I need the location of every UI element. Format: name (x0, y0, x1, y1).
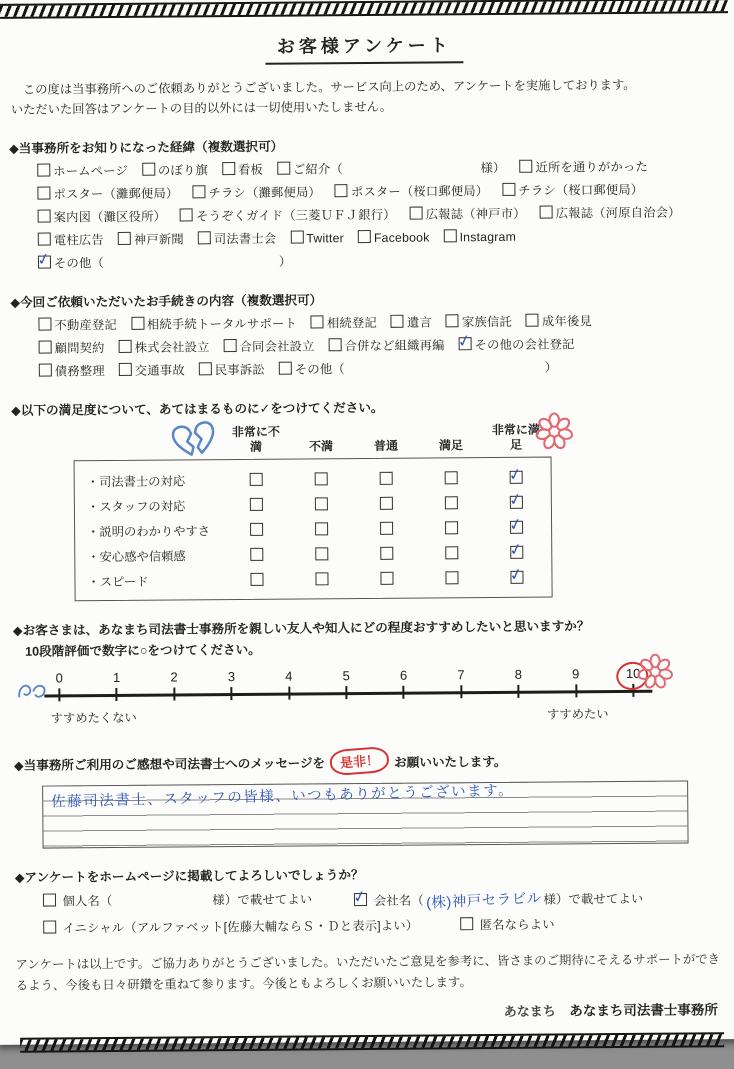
checkbox-label: チラシ（桜口郵便局） (518, 183, 644, 199)
satisfaction-header (73, 423, 551, 461)
checkbox-option[interactable] (519, 157, 648, 176)
broken-heart-icon (169, 420, 219, 462)
q2-row-1 (38, 311, 724, 334)
col-header-very-satisfied: 非常に満足 (491, 422, 540, 453)
checkbox-icon[interactable] (38, 210, 51, 223)
scale-tick-1[interactable]: 1 (108, 669, 126, 701)
q2-row-3 (39, 357, 725, 380)
checkbox-icon[interactable] (250, 573, 263, 586)
rating-cell[interactable] (225, 573, 290, 587)
checkbox-label: 家族信託 (461, 315, 512, 330)
checkbox-label: 広報誌（神戸市） (425, 207, 526, 222)
checkbox-option[interactable] (43, 890, 313, 913)
checkbox-option[interactable] (358, 230, 430, 246)
scale-tick-3[interactable]: 3 (222, 668, 240, 700)
checkbox-option[interactable] (192, 183, 321, 202)
checkbox-checked-icon[interactable] (38, 256, 51, 269)
rating-cell[interactable] (290, 572, 355, 586)
row-label: ・スタッフの対応 (86, 499, 186, 515)
checkbox-option[interactable] (39, 338, 105, 357)
table-row (75, 490, 551, 519)
scale-labels (50, 704, 642, 727)
checkbox-option[interactable] (199, 360, 265, 379)
checkbox-option[interactable] (329, 336, 445, 355)
checkbox-label: 株式会社設立 (134, 340, 210, 356)
rating-cell[interactable] (420, 546, 485, 560)
checkbox-option[interactable] (279, 358, 558, 378)
checkbox-label: 顧問契約 (54, 341, 105, 356)
checkbox-option[interactable] (335, 181, 489, 200)
checkbox-icon[interactable] (315, 523, 328, 536)
q1-row-2 (37, 180, 723, 203)
table-row (75, 515, 551, 544)
checkbox-label: Twitter (306, 231, 344, 246)
col-header-satisfied: 満足 (438, 438, 463, 453)
checkbox-icon[interactable] (39, 364, 52, 377)
row-label: ・説明のわかりやすさ (87, 524, 211, 540)
checkbox-label: Facebook (373, 230, 430, 246)
checkbox-icon[interactable] (380, 572, 393, 585)
checkbox-icon[interactable] (444, 497, 457, 510)
checkbox-option[interactable] (142, 161, 208, 180)
checkbox-label: その他（ ） (294, 360, 558, 377)
checkbox-icon[interactable] (119, 363, 132, 376)
rating-cell[interactable] (355, 472, 420, 486)
checkbox-option[interactable] (354, 887, 643, 910)
checkbox-checked-icon[interactable] (509, 471, 522, 484)
checkbox-label: イニシャル（アルファベット[佐藤大輔ならＳ・Ｄと表示]よい） (62, 918, 419, 936)
checkbox-label: 匿名ならよい (479, 917, 555, 933)
checkbox-icon[interactable] (460, 918, 473, 931)
checkbox-icon[interactable] (443, 230, 456, 243)
checkbox-icon[interactable] (199, 363, 212, 376)
checkbox-icon[interactable] (249, 498, 262, 511)
checkbox-icon[interactable] (335, 184, 348, 197)
rating-cell[interactable] (225, 473, 290, 487)
checkbox-icon[interactable] (118, 232, 131, 245)
col-header-neutral: 普通 (373, 439, 398, 454)
checkbox-label: ご紹介（ 様） (292, 161, 506, 177)
checkbox-icon[interactable] (249, 473, 262, 486)
rating-cell[interactable] (420, 521, 485, 535)
q6-heading: ◆アンケートをホームページに掲載してよろしいでしょうか？ (14, 868, 364, 886)
checkbox-icon[interactable] (314, 473, 327, 486)
satisfaction-box (74, 457, 553, 602)
q5-heading-post: お願いいたします。 (394, 754, 507, 770)
rating-cell[interactable] (225, 523, 290, 537)
scale-tick-9[interactable]: 9 (567, 666, 585, 698)
flower-icon (637, 654, 673, 690)
checkbox-option[interactable] (37, 161, 128, 180)
checkbox-label: そうぞくガイド（三菱ＵＦＪ銀行） (196, 208, 396, 224)
office-name: あなまち司法書士事務所 (569, 1002, 718, 1019)
checkbox-label: 相続手続トータルサポート (146, 316, 298, 333)
checkbox-icon[interactable] (180, 209, 193, 222)
checkbox-label: 案内図（灘区役所） (53, 209, 167, 225)
col-header-dissatisfied: 不満 (308, 439, 333, 454)
rating-cell[interactable] (355, 497, 420, 511)
closing-text: アンケートは以上です。ご協力ありがとうございました。いただいたご意見を参考に、皆さまのご期待にそえるサポートができるよう、今後も日々研鑽を重ねて参ります。今後ともよろしくお願いいたします。 (15, 952, 721, 993)
checkbox-option[interactable] (38, 230, 104, 249)
q3-heading: ◆以下の満足度について、あてはまるものに✓をつけてください。 (11, 401, 384, 419)
row-label: ・司法書士の対応 (86, 474, 186, 490)
checkbox-label: 不動産登記 (54, 318, 118, 333)
scale-label-left: すすめたくない (50, 711, 137, 726)
checkbox-icon[interactable] (39, 341, 52, 354)
checkbox-icon[interactable] (43, 894, 56, 907)
checkbox-label: 相続登記 (326, 316, 377, 331)
checkbox-label: 成年後見 (541, 314, 592, 329)
scale-tick-8[interactable]: 8 (509, 666, 527, 698)
message-box[interactable] (42, 781, 688, 849)
q6-row-1 (43, 887, 729, 913)
checkbox-icon[interactable] (311, 316, 324, 329)
rating-cell[interactable] (420, 471, 485, 485)
checkbox-label: 司法書士会 (213, 232, 277, 247)
rating-cell[interactable] (485, 546, 550, 560)
table-row (75, 465, 551, 494)
checkbox-icon[interactable] (290, 231, 303, 244)
rating-cell[interactable] (355, 547, 420, 561)
checkbox-icon[interactable] (329, 339, 342, 352)
table-row (75, 540, 551, 569)
handwritten-company-name: (株)神戸セラビル (425, 890, 542, 912)
checkbox-label: のぼり旗 (157, 163, 209, 178)
q1-heading: ◆当事務所をお知りになった経緯（複数選択可） (9, 139, 284, 157)
checkbox-icon[interactable] (37, 164, 50, 177)
checkbox-icon[interactable] (380, 522, 393, 535)
checkbox-option[interactable] (119, 361, 185, 380)
checkbox-icon[interactable] (379, 497, 392, 510)
checkbox-option[interactable] (37, 184, 178, 203)
scale-ticks (50, 665, 642, 702)
title-wrap (6, 29, 722, 67)
checkbox-label: 合同会社設立 (239, 339, 315, 355)
checkbox-option[interactable] (38, 315, 117, 334)
col-header-very-dissatisfied: 非常に不満 (231, 425, 280, 455)
blue-scribble-icon (16, 676, 48, 706)
checkbox-option[interactable] (443, 229, 516, 245)
rating-cell[interactable] (485, 496, 550, 510)
q6-row-2 (43, 914, 729, 937)
decorative-border-top (0, 0, 728, 19)
checkbox-option[interactable] (277, 158, 506, 178)
checkbox-icon[interactable] (519, 160, 532, 173)
q1-row-3 (38, 203, 724, 226)
checkbox-icon[interactable] (379, 472, 392, 485)
checkbox-label: 債務整理 (54, 364, 105, 379)
checkbox-icon[interactable] (43, 921, 56, 934)
q5-heading-pre: ◆当事務所ご利用のご感想や司法書士へのメッセージを (13, 756, 326, 773)
checkbox-option[interactable] (119, 338, 210, 357)
rating-cell[interactable] (290, 472, 355, 486)
q1-row-5 (38, 249, 724, 272)
checkbox-icon[interactable] (445, 547, 458, 560)
checkbox-option[interactable] (540, 203, 681, 222)
scale-tick-4[interactable]: 4 (280, 668, 298, 700)
checkbox-option[interactable] (38, 207, 167, 226)
row-label: ・スピード (87, 574, 149, 590)
checkbox-label: チラシ（灘郵便局） (208, 185, 321, 201)
rating-cell[interactable] (485, 471, 550, 485)
checkbox-option[interactable] (180, 205, 396, 225)
checkbox-option[interactable] (502, 180, 643, 199)
page-title: お客様アンケート (265, 31, 464, 65)
checkbox-option[interactable] (222, 160, 263, 178)
scale-tick-7[interactable]: 7 (452, 667, 470, 699)
checkbox-label: 電柱広告 (53, 233, 104, 248)
rating-scale (50, 665, 642, 727)
rating-cell[interactable] (225, 498, 290, 512)
rating-cell[interactable] (290, 547, 355, 561)
intro-line-2: いただいた回答はアンケートの目的以外には一切使用いたしません。 (10, 99, 393, 117)
checkbox-icon[interactable] (222, 162, 235, 175)
checkbox-checked-icon[interactable] (459, 338, 472, 351)
checkbox-icon[interactable] (279, 362, 292, 375)
scale-tick-2[interactable]: 2 (165, 669, 183, 701)
checkbox-icon[interactable] (119, 340, 132, 353)
checkbox-option[interactable] (459, 335, 575, 354)
checkbox-label: 合併など組織再編 (344, 338, 445, 354)
checkbox-icon[interactable] (526, 314, 539, 327)
checkbox-icon[interactable] (446, 315, 459, 328)
checkbox-label: 近所を通りがかった (535, 160, 648, 176)
checkbox-icon[interactable] (315, 548, 328, 561)
q1-row-1 (37, 157, 723, 180)
checkbox-option[interactable] (290, 231, 344, 246)
checkbox-label: Instagram (459, 230, 517, 245)
checkbox-checked-icon[interactable] (510, 521, 523, 534)
checkbox-option[interactable] (410, 204, 526, 223)
checkbox-icon[interactable] (358, 230, 371, 243)
checkbox-label: 様）で載せてよい (543, 892, 644, 907)
checkbox-label: 会社名（ (373, 893, 424, 909)
checkbox-checked-icon[interactable] (509, 496, 522, 509)
rating-cell[interactable] (290, 522, 355, 536)
handwritten-message: 佐藤司法書士、スタッフの皆様、いつもありがとうございます。 (51, 783, 515, 811)
q2-heading: ◆今回ご依頼いただいたお手続きの内容（複数選択可） (10, 293, 323, 311)
checkbox-icon[interactable] (277, 162, 290, 175)
signature (26, 999, 718, 1024)
q2-row-2 (39, 334, 725, 357)
q4-heading-line1: ◆お客さまは、あなまち司法書士事務所を親しい友人や知人にどの程度おすすめしたいと思いますか？ (12, 619, 590, 639)
checkbox-option[interactable] (446, 312, 512, 331)
checkbox-label: その他（ ） (53, 254, 292, 271)
checkbox-icon[interactable] (444, 472, 457, 485)
scale-tick-5[interactable]: 5 (337, 667, 355, 699)
scale-tick-0[interactable]: 0 (50, 670, 68, 702)
checkbox-option[interactable] (38, 252, 292, 272)
rating-cell[interactable] (485, 521, 550, 535)
checkbox-icon[interactable] (142, 163, 155, 176)
checkbox-label: ポスター（灘郵便局） (53, 186, 179, 202)
scale-label-right: すすめたい (546, 707, 609, 722)
checkbox-label: その他の会社登記 (474, 337, 575, 353)
checkbox-option[interactable] (460, 915, 555, 934)
q5-heading (14, 746, 726, 778)
q1-row-4 (38, 226, 724, 249)
rating-cell[interactable] (290, 497, 355, 511)
checkbox-option[interactable] (118, 230, 184, 249)
checkbox-icon[interactable] (391, 315, 404, 328)
rating-cell[interactable] (420, 496, 485, 510)
checkbox-option[interactable] (526, 312, 592, 331)
intro-line-1: この度は当事務所へのご依頼ありがとうございました。サービス向上のため、アンケートを実施しております。 (10, 77, 636, 97)
checkbox-checked-icon[interactable] (354, 893, 367, 906)
checkbox-icon[interactable] (410, 207, 423, 220)
checkbox-icon[interactable] (315, 573, 328, 586)
checkbox-label: 広報誌（河原自治会） (555, 205, 681, 221)
checkbox-label: 個人名（ 様）で載せてよい (62, 892, 313, 909)
checkbox-icon[interactable] (445, 522, 458, 535)
rating-cell[interactable] (225, 548, 290, 562)
checkbox-icon[interactable] (250, 523, 263, 536)
checkbox-checked-icon[interactable] (510, 546, 523, 559)
satisfaction-table (73, 423, 552, 602)
checkbox-label: 交通事故 (134, 363, 185, 379)
checkbox-checked-icon[interactable] (510, 571, 523, 584)
checkbox-icon[interactable] (198, 232, 211, 245)
rating-cell[interactable] (355, 572, 420, 586)
checkbox-icon[interactable] (380, 547, 393, 560)
row-label: ・安心感や信頼感 (87, 549, 186, 565)
zehi-badge: 是非！ (329, 746, 390, 777)
checkbox-icon[interactable] (192, 186, 205, 199)
rating-cell[interactable] (355, 522, 420, 536)
checkbox-icon[interactable] (37, 187, 50, 200)
checkbox-label: 遺言 (406, 315, 432, 331)
checkbox-icon[interactable] (131, 317, 144, 330)
office-logo: あなまち (503, 1003, 556, 1020)
scale-tick-10-selected[interactable]: 10 (624, 665, 642, 697)
checkbox-icon[interactable] (38, 233, 51, 246)
checkbox-option[interactable] (391, 313, 432, 331)
checkbox-label: ホームページ (53, 164, 129, 179)
checkbox-option[interactable] (43, 916, 418, 937)
rating-cell[interactable] (485, 571, 550, 585)
table-row (75, 565, 551, 594)
checkbox-label: 神戸新聞 (133, 232, 184, 248)
intro-text (11, 75, 719, 120)
checkbox-label: 民事訴訟 (214, 363, 265, 378)
checkbox-option[interactable] (224, 337, 315, 356)
checkbox-option[interactable] (131, 314, 297, 333)
checkbox-option[interactable] (198, 229, 277, 248)
checkbox-icon[interactable] (224, 339, 237, 352)
checkbox-option[interactable] (311, 313, 377, 332)
decorative-border-bottom (20, 1033, 724, 1054)
rating-cell[interactable] (420, 571, 485, 585)
checkbox-icon[interactable] (38, 318, 51, 331)
checkbox-option[interactable] (39, 361, 105, 380)
checkbox-icon[interactable] (540, 206, 553, 219)
checkbox-label: 看板 (237, 163, 264, 178)
checkbox-label: ポスター（桜口郵便局） (350, 184, 489, 200)
checkbox-icon[interactable] (445, 572, 458, 585)
scale-tick-6[interactable]: 6 (395, 667, 413, 699)
checkbox-icon[interactable] (502, 183, 515, 196)
checkbox-icon[interactable] (314, 498, 327, 511)
q4-heading-line2: 10段階評価で数字に○をつけてください。 (24, 643, 261, 660)
checkbox-icon[interactable] (250, 548, 263, 561)
flower-icon (535, 413, 573, 451)
